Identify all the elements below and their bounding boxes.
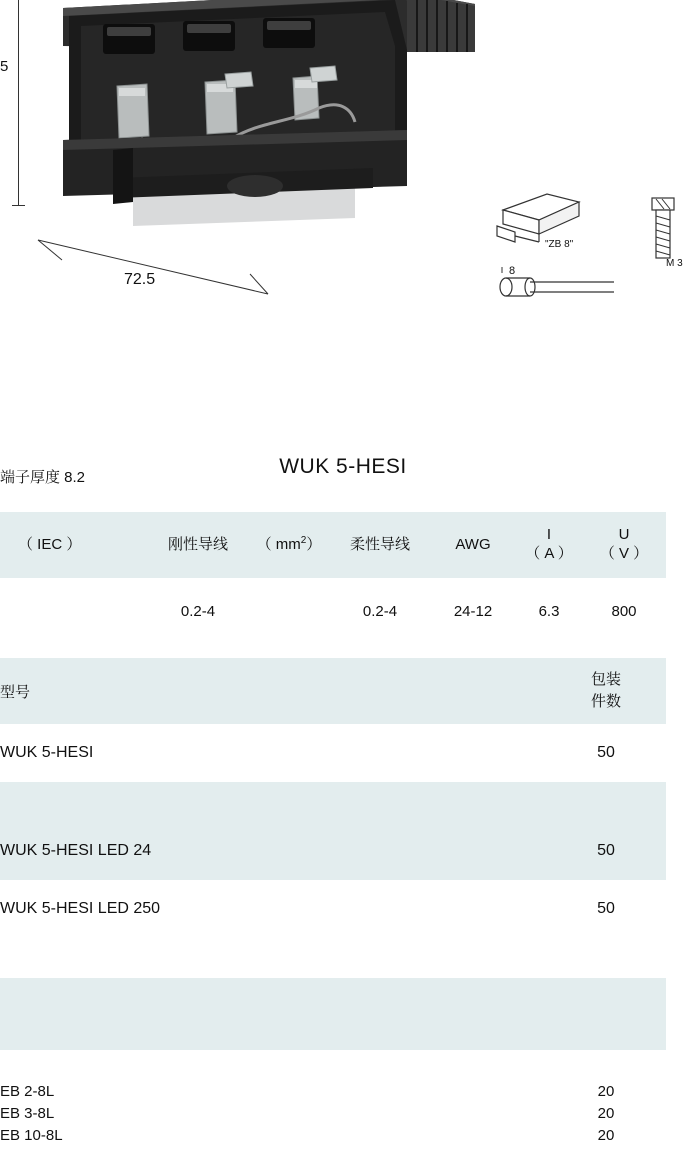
- spec-header-unit-sup: 2: [300, 535, 307, 547]
- thickness-note: 端子厚度 8.2: [0, 469, 86, 486]
- page-title: WUK 5-HESI: [279, 455, 407, 478]
- table-row: [0, 822, 666, 880]
- spec-value-flexible: 0.2-4: [362, 602, 398, 620]
- spec-header-iec: （ IEC ）: [18, 535, 82, 553]
- list-item: [0, 1124, 666, 1146]
- spec-value-awg: 24-12: [453, 602, 493, 620]
- spec-header-voltage-symbol: U: [618, 526, 630, 544]
- spec-header-flexible: 柔性导线: [349, 535, 410, 553]
- model-qty: 50: [597, 744, 615, 761]
- accessory-screw-label: M 3: [666, 258, 683, 269]
- list-item: [0, 1080, 666, 1102]
- model-table-header-row: [0, 658, 666, 724]
- model-header-qty-line2: 件数: [590, 693, 621, 710]
- model-qty: 50: [597, 900, 615, 917]
- terminal-block-illustration: [55, 0, 475, 260]
- spec-header-voltage-unit: （ V ）: [599, 545, 649, 562]
- table-row: [0, 724, 666, 782]
- spec-header-unit: [248, 535, 330, 555]
- product-image-area: [0, 0, 686, 430]
- spec-header-awg: AWG: [455, 535, 491, 553]
- spec-header-current: [516, 526, 582, 564]
- model-header-qty-line1: 包装: [590, 670, 621, 688]
- spec-value-current: 6.3: [538, 602, 560, 620]
- table-row-spacer: [0, 782, 666, 822]
- spec-value-voltage: 800: [611, 602, 637, 620]
- table-row: [0, 880, 666, 938]
- model-name: EB 2-8L: [0, 1082, 55, 1100]
- model-qty: 20: [597, 1082, 615, 1100]
- height-dimension-cap: [12, 205, 25, 206]
- spec-header-rigid: 刚性导线: [167, 535, 228, 553]
- length-dimension-line: [36, 238, 276, 298]
- table-row-spacer: [0, 938, 666, 978]
- model-qty: 20: [597, 1104, 615, 1122]
- length-dimension-label: 72.5: [124, 271, 156, 288]
- model-name: WUK 5-HESI LED 250: [0, 900, 161, 917]
- model-table: [0, 658, 666, 1050]
- spec-header-current-unit: （ A ）: [525, 545, 573, 562]
- model-name: EB 3-8L: [0, 1104, 55, 1122]
- accessory-wire-label: 8: [509, 265, 516, 277]
- table-row-blank: [0, 978, 666, 1050]
- spec-table: [0, 512, 666, 644]
- model-name: WUK 5-HESI: [0, 744, 94, 761]
- spec-header-unit-text: （ mm: [256, 536, 301, 554]
- height-dimension-label: 5: [0, 58, 9, 75]
- spec-header-current-symbol: I: [546, 526, 552, 544]
- model-qty: 50: [597, 842, 615, 859]
- accessory-model-rows: [0, 1080, 666, 1146]
- spec-table-value-row: [0, 578, 666, 644]
- model-name: EB 10-8L: [0, 1126, 63, 1144]
- spec-value-rigid: 0.2-4: [180, 602, 216, 620]
- spec-header-voltage: [582, 526, 666, 564]
- height-dimension-line: [18, 0, 19, 206]
- model-header-model: 型号: [0, 683, 31, 701]
- list-item: [0, 1102, 666, 1124]
- model-header-qty: [546, 669, 666, 714]
- spec-header-unit-tail: ）: [306, 536, 322, 554]
- accessory-cover-label: "ZB 8": [545, 239, 574, 250]
- model-name: WUK 5-HESI LED 24: [0, 842, 152, 859]
- model-qty: 20: [597, 1126, 615, 1144]
- terminal-block-svg: [55, 0, 475, 270]
- spec-table-header-row: [0, 512, 666, 578]
